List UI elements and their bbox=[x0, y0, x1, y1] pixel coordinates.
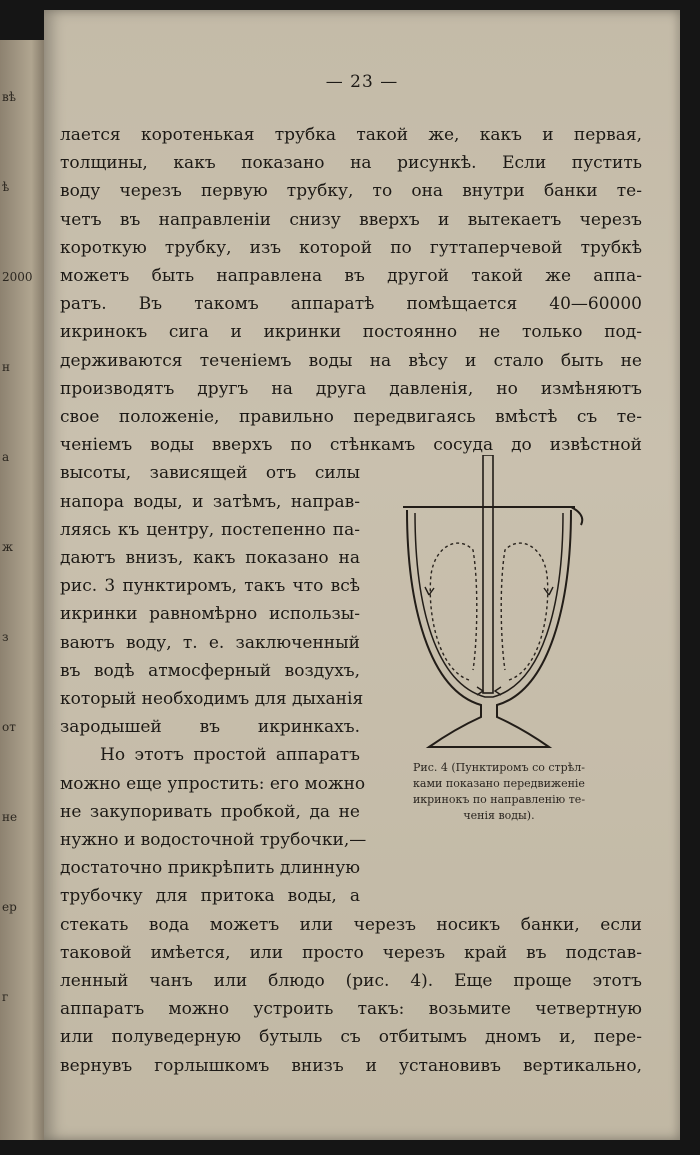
text-line: таковой имѣется, или просто черезъ край въ подстав- bbox=[60, 942, 642, 963]
caption-line: икринокъ по направленію те- bbox=[412, 793, 586, 806]
text-line: производятъ другъ на друга давленія, но измѣняютъ bbox=[60, 378, 642, 399]
text-line: воду черезъ первую трубку, то она внутри банки те- bbox=[60, 181, 642, 202]
vessel-inner bbox=[415, 513, 563, 697]
text-line: достаточно прикрѣпить длинную bbox=[60, 858, 360, 879]
adjacent-page-text: ж bbox=[2, 540, 14, 554]
book-page bbox=[44, 10, 680, 1140]
text-line: даютъ внизъ, какъ показано на bbox=[60, 548, 360, 568]
adjacent-page-text: а bbox=[2, 450, 10, 464]
text-line: трубочку для притока воды, а bbox=[60, 886, 360, 907]
page-number: — 23 — bbox=[325, 72, 399, 92]
arrow-left bbox=[425, 587, 434, 595]
text-line: который необходимъ для дыханія bbox=[60, 689, 364, 709]
text-line: ченіемъ воды вверхъ по стѣнкамъ сосуда до извѣстной bbox=[60, 435, 642, 456]
text-line: нужно и водосточной трубочки,— bbox=[60, 830, 367, 850]
text-line: ленный чанъ или блюдо (рис. 4). Еще проще этотъ bbox=[60, 971, 642, 991]
text-line: зародышей въ икринкахъ. bbox=[60, 717, 360, 738]
text-line: держиваются теченіемъ воды на вѣсу и стало быть не bbox=[60, 350, 642, 371]
arrow-right bbox=[544, 587, 553, 595]
text-line: икринки равномѣрно использы- bbox=[60, 604, 360, 625]
text-line: свое положеніе, правильно передвигаясь вмѣстѣ съ те- bbox=[60, 407, 642, 427]
adjacent-page-text: ер bbox=[2, 900, 17, 914]
text-line: ратъ. Въ такомъ аппаратѣ помѣщается 40—60000 bbox=[60, 294, 642, 315]
text-line: въ водѣ атмосферный воздухъ, bbox=[60, 660, 360, 681]
caption-line: ками показано передвиженіе bbox=[413, 777, 585, 790]
adjacent-page-text: от bbox=[2, 720, 16, 734]
text-line: короткую трубку, изъ которой по гуттаперчевой трубкѣ bbox=[60, 237, 642, 258]
caption-line: Рис. 4 (Пунктиромъ со стрѣл- bbox=[413, 761, 585, 774]
text-line: лается коротенькая трубка такой же, какъ и первая, bbox=[60, 125, 642, 145]
text-line: стекать вода можетъ или черезъ носикъ банки, если bbox=[60, 914, 642, 935]
adjacent-page-text: 2000 bbox=[2, 270, 33, 284]
adjacent-page-text: вѣ bbox=[2, 90, 16, 104]
text-line: вернувъ горлышкомъ внизъ и установивъ вертикально, bbox=[60, 1055, 642, 1076]
text-line: можетъ быть направлена въ другой такой же аппа- bbox=[60, 266, 642, 286]
figure-apparatus bbox=[399, 455, 589, 755]
figure-caption bbox=[404, 760, 594, 824]
text-line: рис. 3 пунктиромъ, такъ что всѣ bbox=[60, 576, 360, 597]
adjacent-page-text: г bbox=[2, 990, 9, 1004]
text-line: напора воды, и затѣмъ, направ- bbox=[60, 491, 360, 512]
text-line: можно еще упростить: его можно bbox=[60, 773, 366, 794]
text-line: ляясь къ центру, постепенно па- bbox=[60, 519, 360, 540]
vessel-outline bbox=[407, 510, 571, 747]
flow-path-right bbox=[501, 543, 548, 680]
text-line: высоты, зависящей отъ силы bbox=[60, 463, 360, 484]
adjacent-page-text: ѣ bbox=[2, 180, 10, 194]
text-line: аппаратъ можно устроить такъ: возьмите четвертную bbox=[60, 999, 642, 1020]
text-line: Но этотъ простой аппаратъ bbox=[100, 745, 360, 766]
text-line: ваютъ воду, т. е. заключенный bbox=[60, 632, 360, 653]
text-line: толщины, какъ показано на рисункѣ. Если пустить bbox=[60, 153, 642, 174]
inlet-tube bbox=[483, 455, 493, 693]
text-line: четъ въ направленіи снизу вверхъ и вытекаетъ черезъ bbox=[60, 209, 642, 230]
flow-path-left bbox=[430, 543, 477, 680]
text-line: не закупоривать пробкой, да не bbox=[60, 801, 360, 822]
adjacent-page-text: не bbox=[2, 810, 18, 824]
adjacent-page-text: н bbox=[2, 360, 10, 374]
text-line: икринокъ сига и икринки постоянно не только под- bbox=[60, 322, 642, 343]
caption-line: ченія воды). bbox=[463, 809, 535, 822]
text-line: или полуведерную бутыль съ отбитымъ дномъ и, пере- bbox=[60, 1027, 642, 1048]
adjacent-page-text: з bbox=[2, 630, 9, 644]
